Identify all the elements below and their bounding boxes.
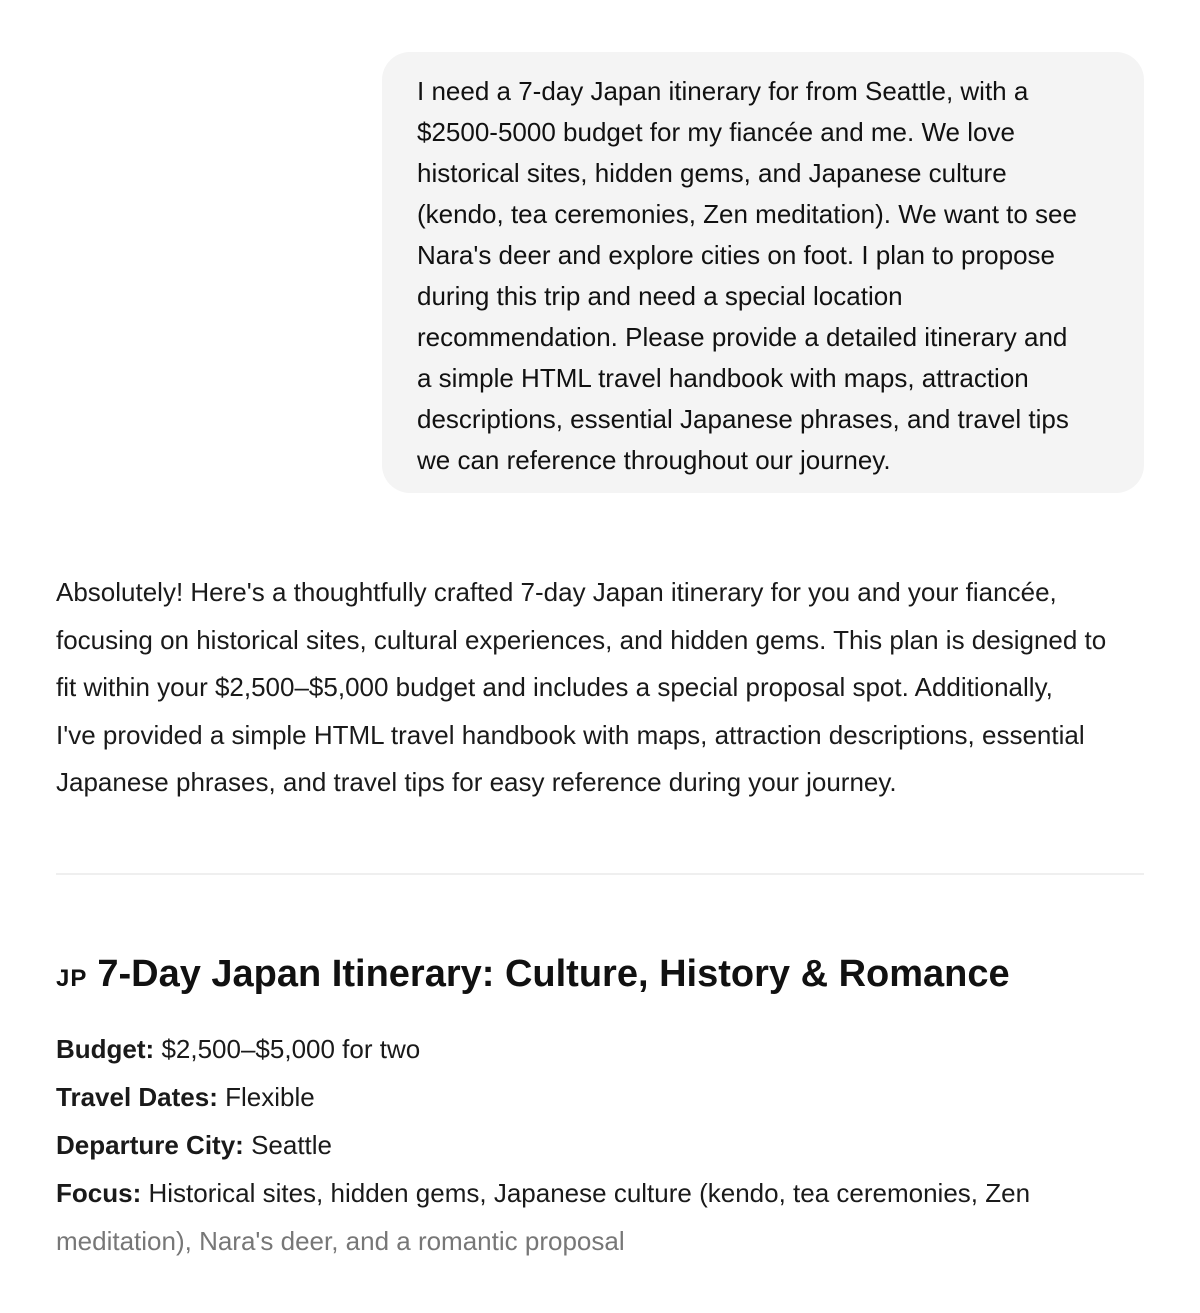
budget-row — [56, 1025, 1144, 1073]
departure-value: Seattle — [251, 1130, 333, 1160]
dates-label: Travel Dates: — [56, 1082, 218, 1112]
itinerary-title: 7-Day Japan Itinerary: Culture, History & Romance — [97, 953, 1010, 995]
user-message-line: Nara's deer and explore cities on foot. I plan to propose — [417, 240, 1056, 270]
budget-value: $2,500–$5,000 for two — [161, 1034, 421, 1064]
departure-row — [56, 1121, 1144, 1169]
user-message-bubble — [382, 52, 1144, 493]
japan-flag-icon: JP — [56, 965, 88, 992]
assistant-reply-intro — [56, 569, 1151, 807]
trip-details — [56, 1025, 1144, 1265]
itinerary-heading — [56, 947, 1144, 1006]
focus-value: Historical sites, hidden gems, Japanese culture (kendo, tea ceremonies, Zen — [148, 1178, 1031, 1208]
user-message-line: during this trip and need a special location — [417, 281, 903, 311]
user-message-line: historical sites, hidden gems, and Japanese culture — [417, 158, 1007, 188]
reply-line: I've provided a simple HTML travel handbook with maps, attraction descriptions, essential — [56, 719, 1085, 750]
section-divider — [56, 873, 1144, 875]
focus-value-continued: meditation), Nara's deer, and a romantic proposal — [56, 1226, 625, 1256]
user-message-line: I need a 7-day Japan itinerary for from Seattle, with a — [417, 76, 1029, 106]
user-message-line: $2500-5000 budget for my fiancée and me. We love — [417, 117, 1015, 147]
user-message-line: recommendation. Please provide a detailed itinerary and — [417, 322, 1068, 352]
focus-row — [56, 1169, 1144, 1217]
reply-line: Absolutely! Here's a thoughtfully crafted 7-day Japan itinerary for you and your fiancée, — [56, 577, 1057, 607]
user-message-line: we can reference throughout our journey. — [417, 445, 891, 475]
dates-value: Flexible — [225, 1082, 315, 1112]
dates-row — [56, 1073, 1144, 1121]
reply-line: focusing on historical sites, cultural experiences, and hidden gems. This plan is designed to — [56, 624, 1107, 655]
reply-line: fit within your $2,500–$5,000 budget and includes a special proposal spot. Additionally, — [56, 672, 1053, 702]
departure-label: Departure City: — [56, 1130, 244, 1160]
user-message-line: descriptions, essential Japanese phrases, and travel tips — [417, 404, 1069, 434]
budget-label: Budget: — [56, 1034, 155, 1064]
reply-line: Japanese phrases, and travel tips for easy reference during your journey. — [56, 767, 897, 797]
user-message-line: a simple HTML travel handbook with maps, attraction — [417, 363, 1029, 393]
user-message-line: (kendo, tea ceremonies, Zen meditation). We want to see — [417, 199, 1077, 229]
focus-label: Focus: — [56, 1178, 142, 1208]
